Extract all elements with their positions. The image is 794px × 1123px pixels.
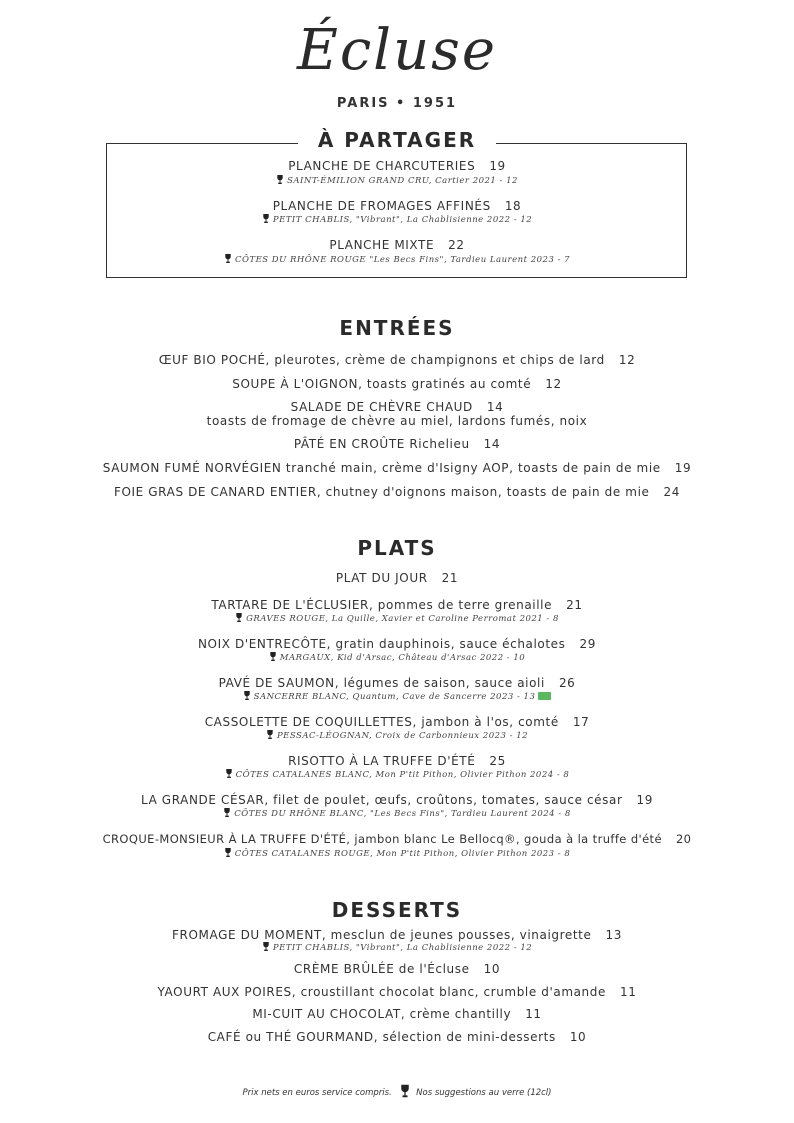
item-name: PÂTÉ EN CROÛTE Richelieu <box>293 437 470 451</box>
menu-item <box>0 199 794 214</box>
item-price: 20 <box>675 832 692 846</box>
menu-item <box>0 676 794 691</box>
menu-item <box>0 793 794 808</box>
wine-suggestion <box>0 808 794 820</box>
menu-item <box>0 598 794 613</box>
item-name: PLANCHE MIXTE <box>329 238 435 252</box>
wine-suggestion <box>0 730 794 742</box>
item-price: 29 <box>579 637 596 651</box>
item-name: PLAT DU JOUR <box>335 571 428 585</box>
item-name: ŒUF BIO POCHÉ, pleurotes, crème de champignons et chips de lard <box>158 353 605 367</box>
restaurant-logo: Écluse <box>296 18 498 83</box>
item-price: 19 <box>674 461 692 475</box>
menu-item <box>0 238 794 253</box>
menu-item <box>0 437 794 452</box>
section-title-plats: PLATS <box>357 536 437 560</box>
wine-suggestion <box>0 652 794 664</box>
item-price: 10 <box>569 1030 587 1044</box>
item-name: SAUMON FUMÉ NORVÉGIEN tranché main, crème d'Isigny AOP, toasts de pain de mie <box>102 461 661 475</box>
organic-leaf-icon <box>538 692 551 700</box>
item-name: FROMAGE DU MOMENT, mesclun de jeunes pousses, vinaigrette <box>172 928 592 942</box>
wine-suggestion <box>0 175 794 187</box>
menu-item <box>0 377 794 392</box>
wine-glass-icon <box>262 942 270 951</box>
item-price: 12 <box>545 377 562 391</box>
item-price: 19 <box>636 793 653 807</box>
wine-text: SANCERRE BLANC, Quantum, Cave de Sancerre 2023 - 13 <box>253 692 536 702</box>
item-price: 11 <box>525 1007 542 1021</box>
item-name: YAOURT AUX POIRES, croustillant chocolat blanc, crumble d'amande <box>157 985 606 999</box>
item-price: 22 <box>448 238 465 252</box>
wine-glass-icon <box>225 769 233 778</box>
menu-item <box>0 754 794 769</box>
menu-item <box>0 400 794 415</box>
wine-glass-icon <box>276 175 284 184</box>
item-name: LA GRANDE CÉSAR, filet de poulet, œufs, croûtons, tomates, sauce césar <box>141 793 623 807</box>
item-name: PAVÉ DE SAUMON, légumes de saison, sauce aioli <box>218 676 545 690</box>
wine-text: CÔTES CATALANES ROUGE, Mon P'tit Pithon, Olivier Pithon 2023 - 8 <box>234 849 571 859</box>
item-name: CASSOLETTE DE COQUILLETTES, jambon à l'os, comté <box>204 715 559 729</box>
section-title-desserts: DESSERTS <box>331 898 463 922</box>
menu-item <box>0 159 794 174</box>
item-price: 25 <box>489 754 506 768</box>
wine-suggestion <box>0 942 794 954</box>
item-name: SALADE DE CHÈVRE CHAUD <box>290 400 473 414</box>
item-name: NOIX D'ENTRECÔTE, gratin dauphinois, sauce échalotes <box>197 637 566 651</box>
item-name: CRÈME BRÛLÉE de l'Écluse <box>293 962 470 976</box>
wine-glass-icon <box>243 691 251 700</box>
item-name: FOIE GRAS DE CANARD ENTIER, chutney d'oignons maison, toasts de pain de mie <box>114 485 650 499</box>
wine-glass-icon <box>224 254 232 263</box>
menu-item <box>0 1030 794 1045</box>
menu-item <box>0 485 794 500</box>
wine-suggestion <box>0 613 794 625</box>
restaurant-subtitle: PARIS • 1951 <box>336 96 458 111</box>
section-title-entrees: ENTRÉES <box>339 316 455 340</box>
item-price: 14 <box>486 400 504 414</box>
item-name: MI-CUIT AU CHOCOLAT, crème chantilly <box>252 1007 512 1021</box>
item-price: 21 <box>566 598 583 612</box>
item-name: RISOTTO À LA TRUFFE D'ÉTÉ <box>288 754 476 768</box>
partager-title-wrap <box>0 128 794 152</box>
prices-note: Prix nets en euros service compris. <box>242 1088 392 1098</box>
item-price: 17 <box>572 715 590 729</box>
item-name: PLANCHE DE FROMAGES AFFINÉS <box>272 199 491 213</box>
item-description: toasts de fromage de chèvre au miel, lardons fumés, noix <box>206 414 588 428</box>
menu-item <box>0 832 794 847</box>
wine-text: CÔTES DU RHÔNE BLANC, "Les Becs Fins", Tardieu Laurent 2024 - 8 <box>234 809 571 819</box>
item-price: 21 <box>441 571 459 585</box>
menu-item <box>0 637 794 652</box>
menu-item <box>0 461 794 476</box>
item-price: 10 <box>483 962 501 976</box>
item-price: 14 <box>483 437 501 451</box>
item-price: 19 <box>489 159 506 173</box>
menu-item <box>0 353 794 368</box>
wine-suggestion <box>0 691 794 703</box>
item-name: TARTARE DE L'ÉCLUSIER, pommes de terre grenaille <box>211 598 553 612</box>
section-title-partager: À PARTAGER <box>298 128 496 152</box>
item-name: CROQUE-MONSIEUR À LA TRUFFE D'ÉTÉ, jambon blanc Le Bellocq®, gouda à la truffe d'été <box>102 832 662 846</box>
menu-item <box>0 715 794 730</box>
wine-text: GRAVES ROUGE, La Quille, Xavier et Caroline Perromat 2021 - 8 <box>246 614 559 624</box>
menu-item <box>0 985 794 1000</box>
menu-footer <box>0 1084 794 1098</box>
wine-text: PESSAC-LÉOGNAN, Croix de Carbonnieux 2023 - 12 <box>276 731 529 741</box>
item-price: 12 <box>618 353 636 367</box>
item-name: SOUPE À L'OIGNON, toasts gratinés au comté <box>232 377 532 391</box>
wine-text: CÔTES DU RHÔNE ROUGE "Les Becs Fins", Tardieu Laurent 2023 - 7 <box>234 255 571 265</box>
wine-suggestion <box>0 214 794 226</box>
wine-glass-icon <box>223 808 231 817</box>
wine-glass-icon <box>400 1084 410 1098</box>
menu-item <box>0 962 794 977</box>
wine-text: PETIT CHABLIS, "Vibrant", La Chablisienne 2022 - 12 <box>272 943 533 953</box>
wine-text: MARGAUX, Kid d'Arsac, Château d'Arsac 2022 - 10 <box>279 653 526 663</box>
item-price: 18 <box>504 199 522 213</box>
wine-text: SAINT-ÉMILION GRAND CRU, Cartier 2021 - 12 <box>287 176 518 186</box>
wine-text: CÔTES CATALANES BLANC, Mon P'tit Pithon, Olivier Pithon 2024 - 8 <box>235 770 570 780</box>
wine-suggestion <box>0 769 794 781</box>
wine-glass-icon <box>235 613 243 622</box>
wine-text: PETIT CHABLIS, "Vibrant", La Chablisienne 2022 - 12 <box>272 215 533 225</box>
wine-glass-icon <box>224 848 232 857</box>
wine-glass-icon <box>269 652 277 661</box>
wine-glass-icon <box>266 730 274 739</box>
item-price: 26 <box>558 676 576 690</box>
menu-item <box>0 1007 794 1022</box>
wine-suggestion <box>0 848 794 860</box>
menu-header <box>0 18 794 111</box>
wine-glass-icon <box>262 214 270 223</box>
item-price: 24 <box>663 485 680 499</box>
item-price: 11 <box>619 985 637 999</box>
wine-suggestion <box>0 254 794 266</box>
item-name: PLANCHE DE CHARCUTERIES <box>288 159 476 173</box>
item-name: CAFÉ ou THÉ GOURMAND, sélection de mini-desserts <box>207 1030 556 1044</box>
menu-item <box>0 928 794 943</box>
menu-item <box>0 571 794 586</box>
item-price: 13 <box>605 928 622 942</box>
glass-note: Nos suggestions au verre (12cl) <box>416 1088 552 1098</box>
